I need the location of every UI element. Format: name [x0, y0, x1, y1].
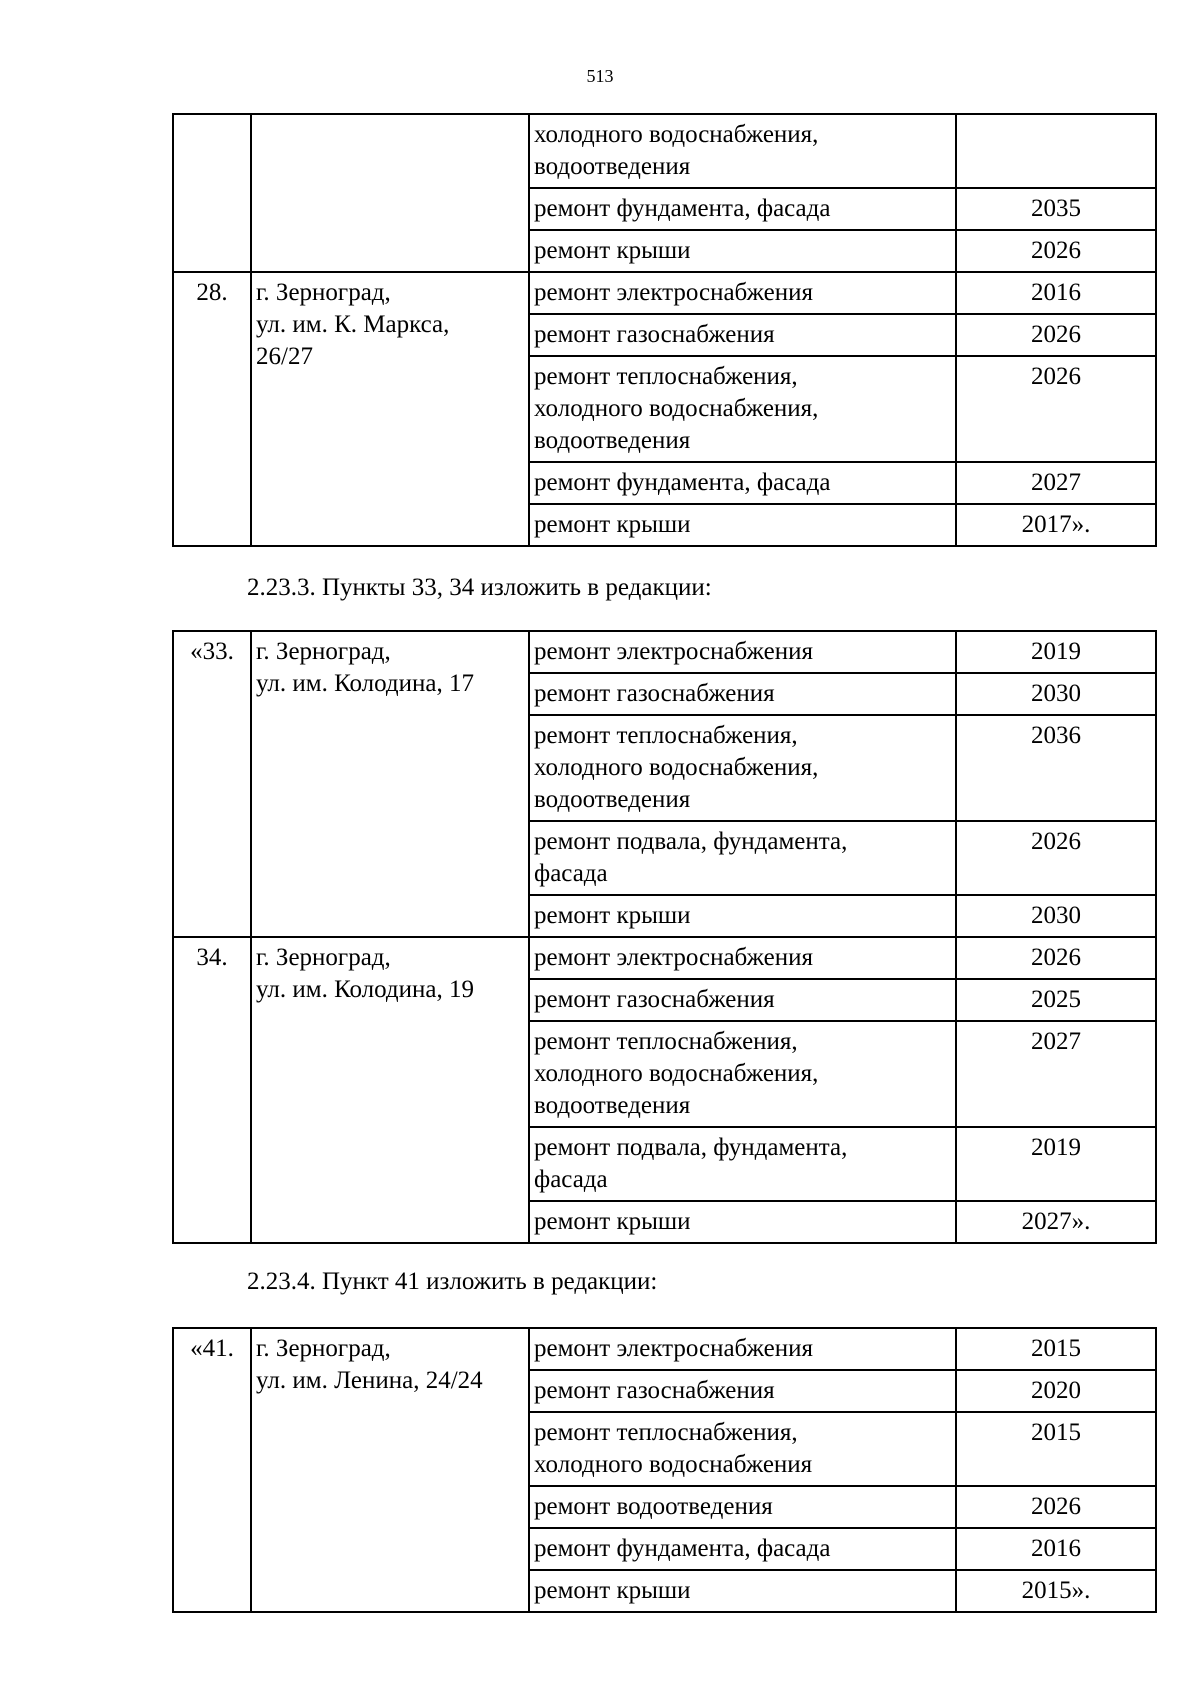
repair-work-type: ремонт крыши [529, 895, 956, 937]
repair-year: 2026 [956, 821, 1156, 895]
item-number [173, 114, 251, 272]
repair-work-type: ремонт фундамента, фасада [529, 1528, 956, 1570]
repair-work-type: ремонт газоснабжения [529, 1370, 956, 1412]
repair-year: 2020 [956, 1370, 1156, 1412]
repair-year: 2019 [956, 631, 1156, 673]
item-number: «33. [173, 631, 251, 937]
repair-work-type: ремонт газоснабжения [529, 314, 956, 356]
paragraph-2-23-3: 2.23.3. Пункты 33, 34 изложить в редакции: [247, 574, 712, 601]
repair-year: 2026 [956, 937, 1156, 979]
repair-work-type: ремонт электроснабжения [529, 937, 956, 979]
building-address: г. Зерноград, ул. им. Колодина, 17 [251, 631, 529, 937]
repair-work-type: ремонт газоснабжения [529, 979, 956, 1021]
repair-year: 2025 [956, 979, 1156, 1021]
item-number: 28. [173, 272, 251, 546]
building-address: г. Зерноград, ул. им. Колодина, 19 [251, 937, 529, 1243]
repair-schedule-table-2 [172, 630, 1157, 1244]
repair-work-type: ремонт подвала, фундамента, фасада [529, 821, 956, 895]
repair-work-type: ремонт электроснабжения [529, 1328, 956, 1370]
repair-work-type: ремонт фундамента, фасада [529, 462, 956, 504]
repair-year: 2027 [956, 462, 1156, 504]
page-number: 513 [586, 66, 614, 86]
repair-work-type: ремонт водоотведения [529, 1486, 956, 1528]
repair-year: 2030 [956, 895, 1156, 937]
repair-year: 2035 [956, 188, 1156, 230]
repair-year: 2026 [956, 1486, 1156, 1528]
repair-work-type: ремонт электроснабжения [529, 631, 956, 673]
table-row [173, 272, 1156, 314]
table-row [173, 114, 1156, 188]
repair-work-type: ремонт крыши [529, 1570, 956, 1612]
repair-work-type: ремонт подвала, фундамента, фасада [529, 1127, 956, 1201]
repair-work-type: ремонт теплоснабжения, холодного водоснабжения, водоотведения [529, 715, 956, 821]
paragraph-2-23-4: 2.23.4. Пункт 41 изложить в редакции: [247, 1268, 658, 1295]
repair-work-type: холодного водоснабжения, водоотведения [529, 114, 956, 188]
repair-year: 2027». [956, 1201, 1156, 1243]
building-address: г. Зерноград, ул. им. Ленина, 24/24 [251, 1328, 529, 1612]
repair-work-type: ремонт фундамента, фасада [529, 188, 956, 230]
item-number: «41. [173, 1328, 251, 1612]
repair-schedule-table-3 [172, 1327, 1157, 1613]
repair-year: 2016 [956, 1528, 1156, 1570]
repair-work-type: ремонт крыши [529, 1201, 956, 1243]
repair-year: 2019 [956, 1127, 1156, 1201]
repair-year: 2016 [956, 272, 1156, 314]
repair-work-type: ремонт крыши [529, 504, 956, 546]
repair-work-type: ремонт теплоснабжения, холодного водоснабжения, водоотведения [529, 1021, 956, 1127]
repair-work-type: ремонт теплоснабжения, холодного водоснабжения [529, 1412, 956, 1486]
repair-year: 2026 [956, 230, 1156, 272]
repair-work-type: ремонт крыши [529, 230, 956, 272]
building-address: г. Зерноград, ул. им. К. Маркса, 26/27 [251, 272, 529, 546]
repair-year: 2015 [956, 1328, 1156, 1370]
repair-year: 2030 [956, 673, 1156, 715]
table-row [173, 631, 1156, 673]
item-number: 34. [173, 937, 251, 1243]
repair-year: 2015». [956, 1570, 1156, 1612]
repair-year: 2026 [956, 314, 1156, 356]
repair-year: 2036 [956, 715, 1156, 821]
repair-year: 2027 [956, 1021, 1156, 1127]
repair-work-type: ремонт газоснабжения [529, 673, 956, 715]
repair-year: 2026 [956, 356, 1156, 462]
table-row [173, 1328, 1156, 1370]
repair-work-type: ремонт электроснабжения [529, 272, 956, 314]
repair-year: 2017». [956, 504, 1156, 546]
table-row [173, 937, 1156, 979]
repair-work-type: ремонт теплоснабжения, холодного водоснабжения, водоотведения [529, 356, 956, 462]
repair-schedule-table-1 [172, 113, 1157, 547]
repair-year [956, 114, 1156, 188]
repair-year: 2015 [956, 1412, 1156, 1486]
building-address [251, 114, 529, 272]
